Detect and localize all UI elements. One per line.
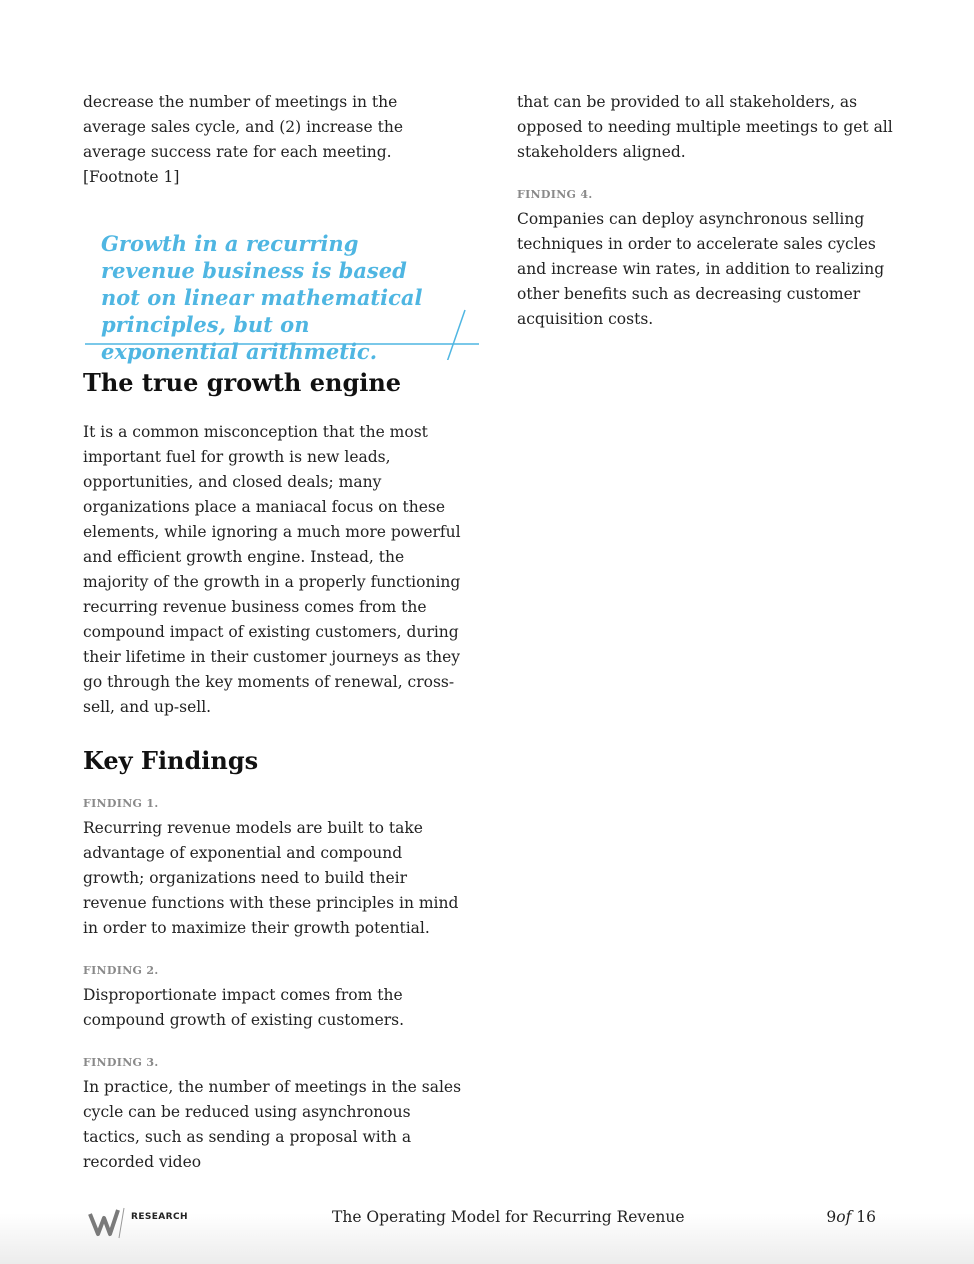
page-number <box>826 1208 876 1226</box>
finding-label: FINDING 2. <box>83 964 159 977</box>
finding-3 <box>83 1055 463 1175</box>
pullquote-text: Growth in a recurring revenue business is based not on linear mathematical principles, but on exponential arithmetic. <box>101 231 423 364</box>
finding-label: FINDING 4. <box>517 188 593 201</box>
finding-label: FINDING 1. <box>83 797 159 810</box>
finding-text: In practice, the number of meetings in the sales cycle can be reduced using asynchronous tactics, such as sending a proposal with a recorded video <box>83 1078 462 1171</box>
finding-label: FINDING 3. <box>83 1056 159 1069</box>
w-logo-icon <box>88 1204 128 1240</box>
brand-label: RESEARCH <box>131 1212 188 1222</box>
footer-title: The Operating Model for Recurring Revenue <box>332 1208 685 1226</box>
findings-heading: Key Findings <box>83 746 259 775</box>
page-current: 9 <box>826 1208 837 1226</box>
finding-2 <box>83 963 463 1033</box>
page-total: 16 <box>856 1208 876 1226</box>
growth-paragraph: It is a common misconception that the most important fuel for growth is new leads, opportunities, and closed deals; many organizations place a maniacal focus on these elements, while ignoring a much more powerful and efficient growth engine. Instead, the majority of the growth in a properly functioning recurring revenue business comes from the compound impact of existing customers, during their lifetime in their customer journeys as they go through the key moments of renewal, cross-sell, and up-sell. <box>83 423 461 716</box>
continuation-paragraph: that can be provided to all stakeholders, as opposed to needing multiple meetings to get all stakeholders aligned. <box>517 93 893 161</box>
right-column <box>517 90 902 354</box>
finding-4 <box>517 187 902 332</box>
pullquote <box>83 230 479 364</box>
finding-text: Companies can deploy asynchronous selling techniques in order to accelerate sales cycles and increase win rates, in addition to realizing other benefits such as decreasing customer acquisition costs. <box>517 210 885 328</box>
intro-paragraph: decrease the number of meetings in the average sales cycle, and (2) increase the average success rate for each meeting. [Footnote 1] <box>83 93 403 186</box>
finding-1 <box>83 796 463 941</box>
page-of: of <box>836 1208 852 1226</box>
left-column <box>83 90 463 1197</box>
finding-text: Recurring revenue models are built to take advantage of exponential and compound growth; organizations need to build their revenue functions with these principles in mind in order to maximize their growth potential. <box>83 819 459 937</box>
finding-text: Disproportionate impact comes from the compound growth of existing customers. <box>83 986 405 1029</box>
growth-heading: The true growth engine <box>83 368 402 397</box>
